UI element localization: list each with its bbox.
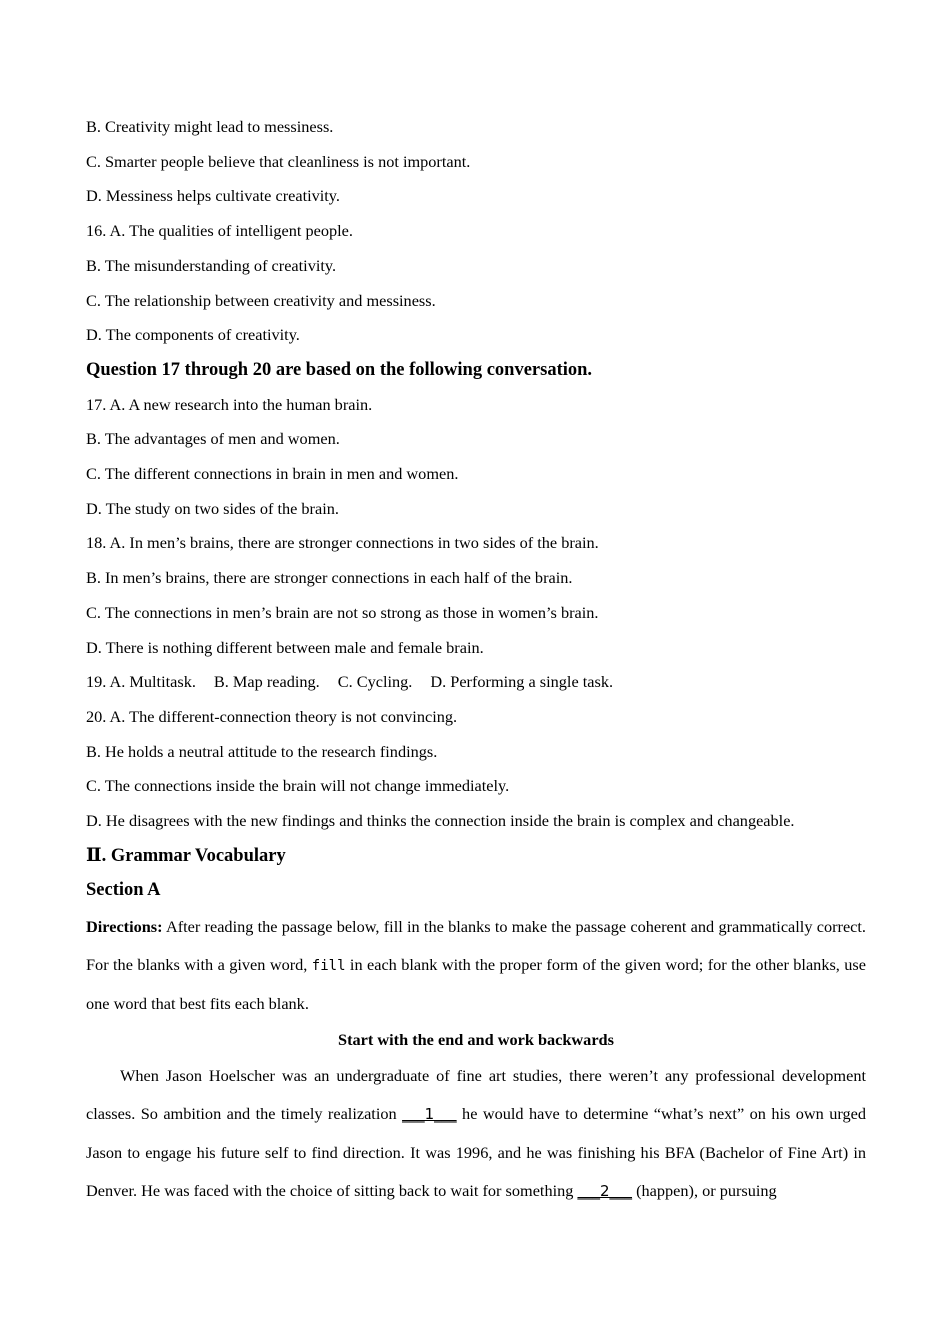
directions-text-2: in each blank with the proper form of the given word; for the other blanks, use one word that best fits each blank.	[86, 955, 866, 1014]
q19-option-b: B. Map reading.	[213, 672, 320, 692]
q17-option-c: C. The different connections in brain in men and women.	[86, 464, 459, 484]
q16-option-b: B. The misunderstanding of creativity.	[86, 255, 337, 275]
q15-option-c: C. Smarter people believe that cleanliness is not important.	[86, 151, 471, 171]
conversation-heading: Question 17 through 20 are based on the following conversation.	[86, 359, 593, 380]
q16-option-d: D. The components of creativity.	[86, 325, 300, 345]
blank-2[interactable]: ___2___	[577, 1182, 633, 1201]
q18-option-c: C. The connections in men’s brain are not so strong as those in women’s brain.	[86, 602, 599, 622]
directions	[86, 908, 866, 1023]
blank-1[interactable]: ___1___	[402, 1105, 457, 1124]
q16-option-a: 16. A. The qualities of intelligent people.	[86, 221, 353, 241]
q20-option-d: D. He disagrees with the new findings and thinks the connection inside the brain is complex and changeable.	[86, 811, 795, 831]
directions-fill-word: fill	[311, 958, 346, 975]
q18-option-a: 18. A. In men’s brains, there are stronger connections in two sides of the brain.	[86, 533, 599, 553]
q19-option-d: D. Performing a single task.	[430, 672, 614, 692]
q15-option-d: D. Messiness helps cultivate creativity.	[86, 186, 340, 206]
document-page	[86, 110, 866, 1210]
passage-text-1: When Jason Hoelscher was an undergraduate of fine art studies, there weren’t any professional development classes. So ambition and the timely realization	[86, 1066, 866, 1124]
q18-option-b: B. In men’s brains, there are stronger connections in each half of the brain.	[86, 568, 573, 588]
directions-text: After reading the passage below, fill in the blanks to make the passage coherent and grammatically correct. For the blanks with a given word,	[86, 917, 866, 975]
q15-option-b: B. Creativity might lead to messiness.	[86, 117, 334, 136]
q20-option-b: B. He holds a neutral attitude to the research findings.	[86, 741, 438, 761]
q17-option-a: 17. A. A new research into the human brain.	[86, 394, 373, 414]
q19-option-a: 19. A. Multitask.	[86, 672, 196, 692]
q18-option-d: D. There is nothing different between male and female brain.	[86, 637, 484, 657]
q17-option-b: B. The advantages of men and women.	[86, 429, 340, 449]
q16-option-c: C. The relationship between creativity and messiness.	[86, 290, 436, 310]
q20-option-a: 20. A. The different-connection theory is not convincing.	[86, 706, 458, 726]
directions-label: Directions:	[86, 917, 163, 937]
part2-heading: Ⅱ. Grammar Vocabulary	[86, 845, 286, 866]
passage-text-3: (happen), or pursuing	[632, 1181, 777, 1201]
passage-paragraph	[86, 1057, 866, 1210]
q19-option-c: C. Cycling.	[337, 672, 413, 692]
section-a-heading: Section A	[86, 880, 161, 901]
q19-options	[86, 665, 866, 700]
passage-title: Start with the end and work backwards	[338, 1030, 614, 1050]
q20-option-c: C. The connections inside the brain will not change immediately.	[86, 776, 510, 796]
q17-option-d: D. The study on two sides of the brain.	[86, 498, 339, 518]
passage-text-2: he would have to determine “what’s next” on his own urged Jason to engage his future self to find direction. It was 1996, and he was finishing his BFA (Bachelor of Fine Art) in Denver. He was faced with the choice of sitting back to wait for something	[86, 1104, 866, 1201]
